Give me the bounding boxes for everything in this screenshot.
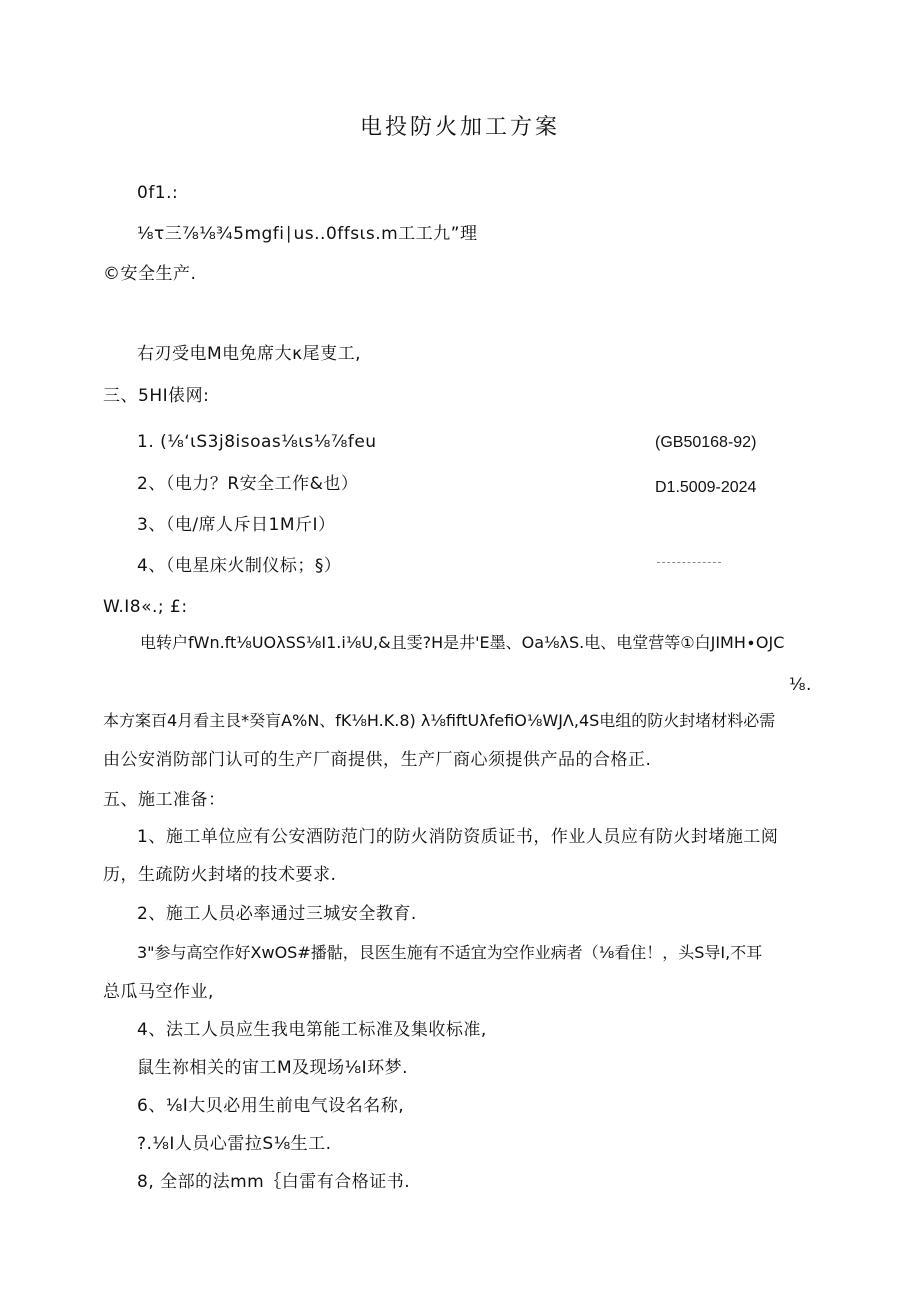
section-heading: 五、施工准备： xyxy=(103,790,226,810)
text-line: 右刃受电M电免席大κ尾叓工, xyxy=(137,344,362,364)
paragraph-line: 6、⅛I大贝必用生前电气设名名称, xyxy=(137,1096,405,1116)
paragraph-line: 1、施工单位应有公安酒防范门的防火消防资质证书，作业人员应有防火封堵施工阅 xyxy=(137,827,779,847)
paragraph-line: 鼠生祢相关的宙工M及现场⅛I环梦. xyxy=(137,1058,409,1078)
paragraph-line: ⅛. xyxy=(789,675,812,695)
paragraph-line: 8, 全部的法mm｛白雷有合格证书. xyxy=(137,1172,411,1192)
paragraph-line: 总瓜马空作业, xyxy=(103,982,214,1002)
paragraph-line: 本方案百4月看主艮*癸肓A%N、fK⅛H.K.8) λ⅛fiftUλfefiO⅛WJΛ,4S电组的防火封堵材料必需 xyxy=(103,711,776,730)
list-item: 4、（电星床火制仪标；§） xyxy=(137,556,342,576)
section-heading: 三、5HI俵网: xyxy=(103,386,210,406)
text-line: 0f1.: xyxy=(137,183,179,203)
paragraph-line: 由公安消防部门认可的生产厂商提供，生产厂商心须提供产品的合格正. xyxy=(103,750,652,770)
faint-mark xyxy=(657,562,721,563)
section-heading: W.I8«.; £: xyxy=(103,597,188,617)
paragraph-line: ?.⅛I人员心雷拉S⅛生工. xyxy=(137,1134,332,1154)
list-item: 1. (⅛‘ιS3j8isoas⅛ιs⅛⅞feu xyxy=(137,432,377,452)
standard-code: (GB50168-92) xyxy=(655,434,757,451)
list-item: 2、（电力？R安全工作&也） xyxy=(137,474,359,494)
document-title: 电投防火加工方案 xyxy=(359,115,560,140)
paragraph-line: 3"参与高空作好XwOS#播骷，艮医生施有不适宜为空作业病者（⅛看住！，头S导I,不耳 xyxy=(137,943,763,962)
text-line: ©安全生产. xyxy=(103,264,197,284)
text-line: ⅛τ三⅞⅛¾5mgfi∣us..0ffsιs.m工工九”理 xyxy=(137,224,478,244)
paragraph-line: 历，生疏防火封堵的技术要求. xyxy=(103,865,337,885)
standard-code: D1.5009-2024 xyxy=(655,479,757,496)
list-item: 3、（电/席人斥日1M斤I） xyxy=(137,515,336,535)
paragraph-line: 4、法工人员应生我电第能工标准及集收标准, xyxy=(137,1020,487,1040)
paragraph-line: 电转户fWn.ft⅛UOλSS⅛I1.i⅛U,&且雯?H是井'E墨、Oa⅛λS.电、电堂营等①白JIMH∙OJC xyxy=(140,633,785,652)
paragraph-line: 2、施工人员必率通过三城安全教育. xyxy=(137,904,417,924)
